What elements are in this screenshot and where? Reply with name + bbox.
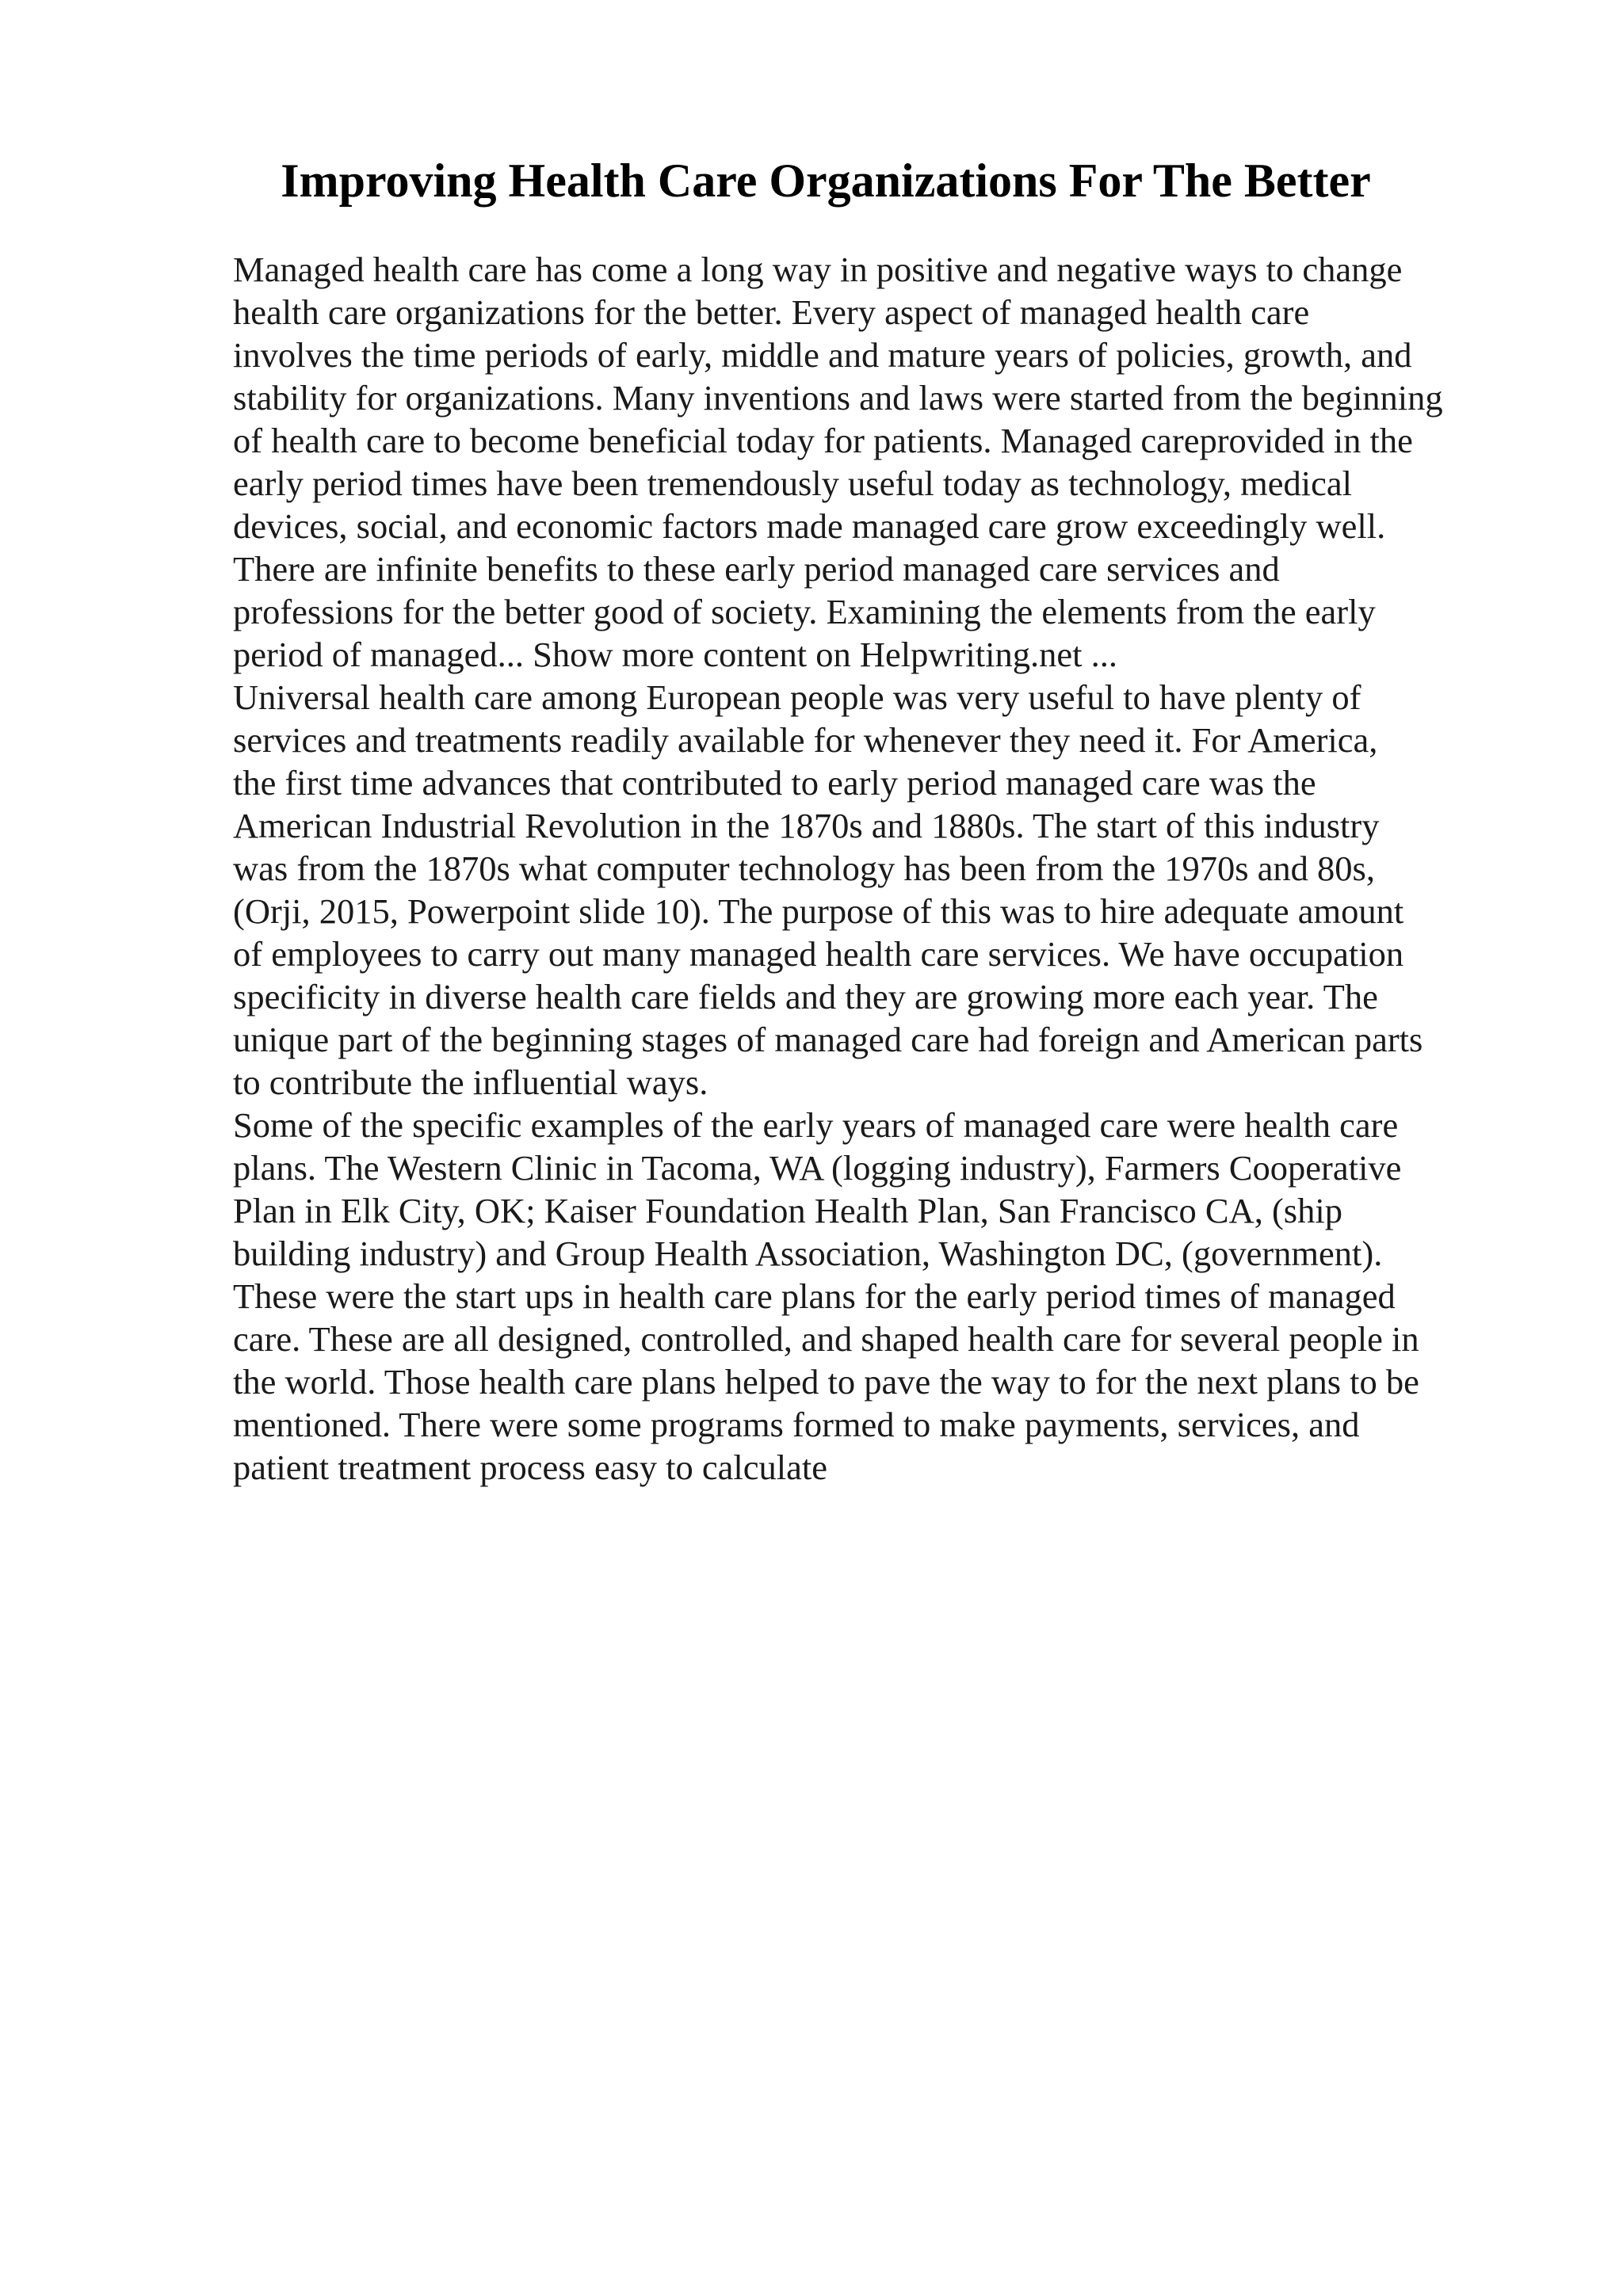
text-line: mentioned. There were some programs formed to make payments, services, and xyxy=(233,1405,1360,1444)
text-line: Some of the specific examples of the early years of managed care were health care xyxy=(233,1105,1399,1145)
text-line: early period times have been tremendously useful today as technology, medical xyxy=(233,463,1353,503)
text-line: specificity in diverse health care fields and they are growing more each year. The xyxy=(233,977,1378,1016)
paragraph-2 xyxy=(233,676,1596,1104)
text-line: was from the 1870s what computer technology has been from the 1970s and 80s, xyxy=(233,849,1375,888)
text-line: period of managed... Show more content on Helpwriting.net ... xyxy=(233,635,1117,674)
text-line: Plan in Elk City, OK; Kaiser Foundation Health Plan, San Francisco CA, (ship xyxy=(233,1191,1342,1230)
text-line: stability for organizations. Many inventions and laws were started from the beginning xyxy=(233,378,1443,418)
text-line: These were the start ups in health care plans for the early period times of managed xyxy=(233,1276,1396,1316)
text-line: plans. The Western Clinic in Tacoma, WA (logging industry), Farmers Cooperative xyxy=(233,1148,1402,1188)
text-line: building industry) and Group Health Association, Washington DC, (government). xyxy=(233,1234,1383,1273)
text-line: to contribute the influential ways. xyxy=(233,1062,708,1102)
text-line: American Industrial Revolution in the 1870s and 1880s. The start of this industry xyxy=(233,806,1380,845)
text-line: care. These are all designed, controlled, and shaped health care for several people in xyxy=(233,1319,1419,1359)
paragraph-3 xyxy=(233,1104,1596,1489)
paragraph-1 xyxy=(233,248,1596,676)
text-line: of health care to become beneficial today for patients. Managed careprovided in the xyxy=(233,421,1413,460)
text-line: services and treatments readily available for whenever they need it. For America, xyxy=(233,720,1378,760)
text-line: unique part of the beginning stages of managed care had foreign and American parts xyxy=(233,1020,1423,1059)
text-line: Universal health care among European people was very useful to have plenty of xyxy=(233,677,1361,717)
text-line: the world. Those health care plans helped to pave the way to for the next plans to be xyxy=(233,1362,1419,1402)
document-title: Improving Health Care Organizations For The Better xyxy=(281,154,1371,207)
text-line: patient treatment process easy to calculate xyxy=(233,1447,827,1487)
text-line: the first time advances that contributed to early period managed care was the xyxy=(233,763,1316,803)
text-line: (Orji, 2015, Powerpoint slide 10). The purpose of this was to hire adequate amount xyxy=(233,891,1404,931)
text-line: Managed health care has come a long way in positive and negative ways to change xyxy=(233,250,1403,289)
text-line: There are infinite benefits to these early period managed care services and xyxy=(233,549,1280,589)
text-line: involves the time periods of early, middle and mature years of policies, growth, and xyxy=(233,335,1412,375)
text-line: of employees to carry out many managed health care services. We have occupation xyxy=(233,934,1404,974)
text-line: health care organizations for the better. Every aspect of managed health care xyxy=(233,292,1310,332)
document-body xyxy=(233,248,1596,1489)
text-line: devices, social, and economic factors made managed care grow exceedingly well. xyxy=(233,506,1386,546)
text-line: professions for the better good of society. Examining the elements from the early xyxy=(233,592,1376,631)
